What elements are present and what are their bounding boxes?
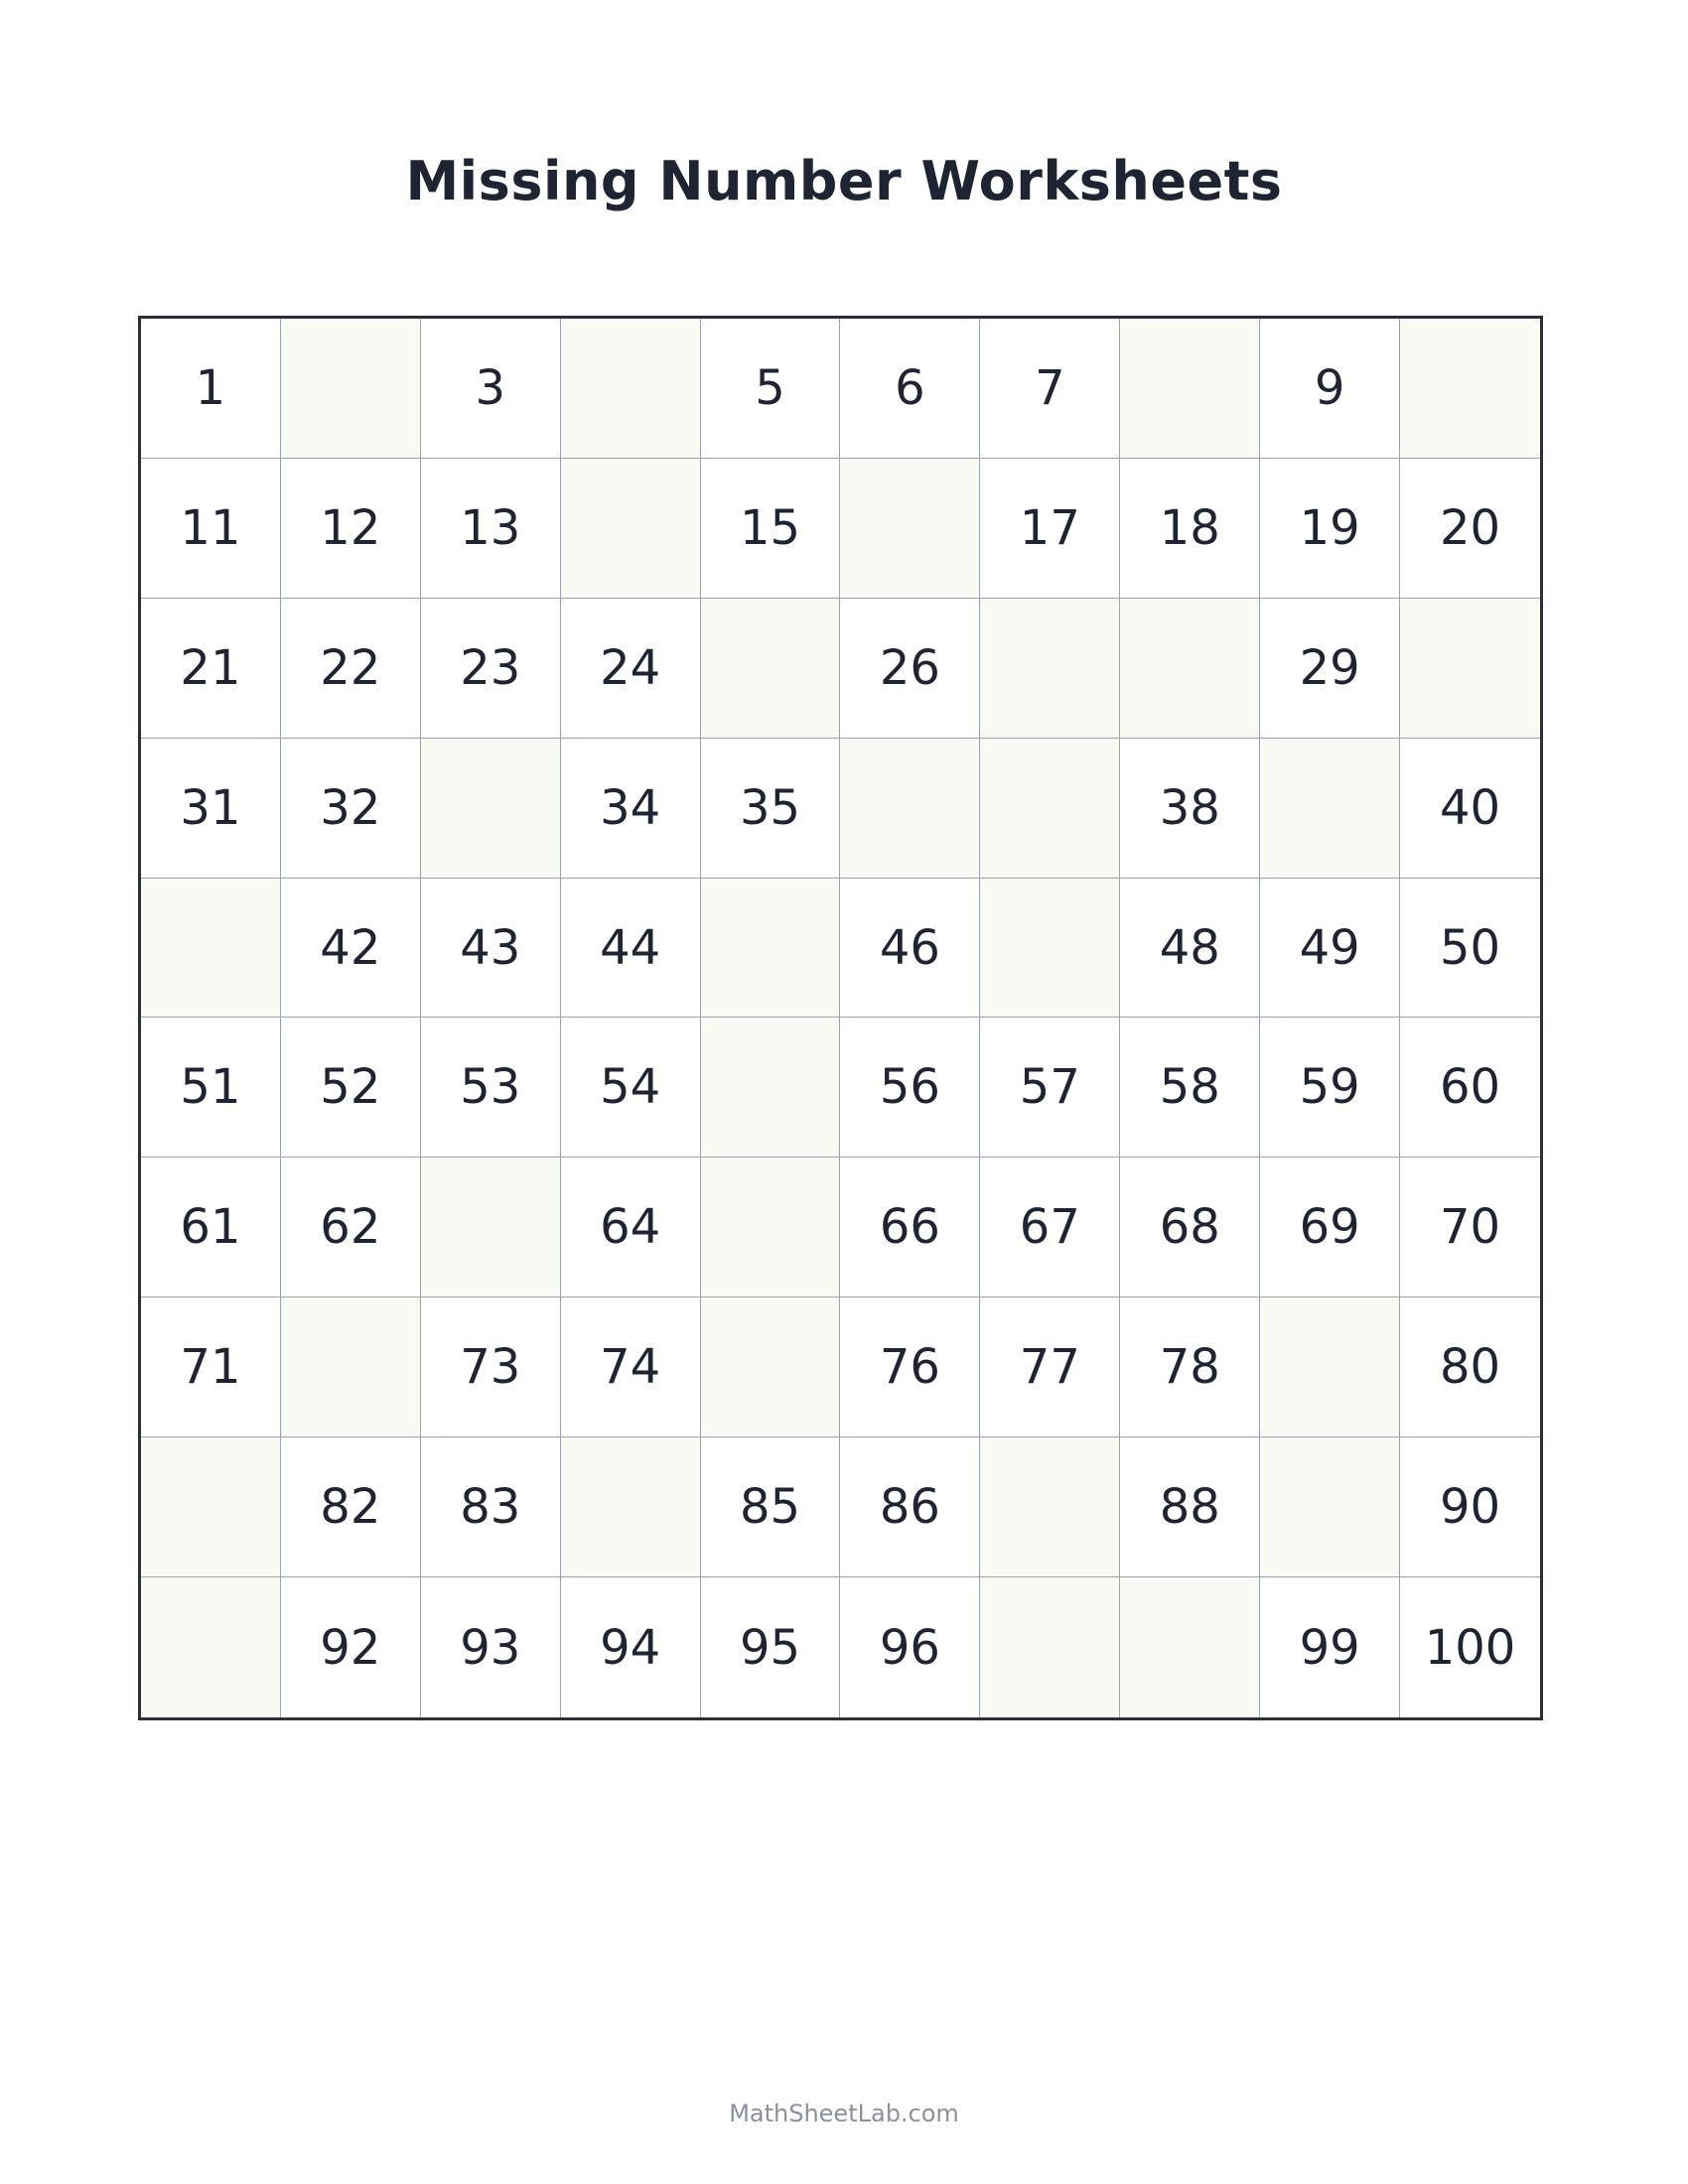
number-cell: 38 [1120, 739, 1260, 879]
blank-cell[interactable] [701, 1297, 841, 1437]
number-cell: 51 [141, 1018, 281, 1158]
number-cell: 83 [421, 1437, 561, 1577]
number-cell: 7 [980, 319, 1120, 459]
blank-cell[interactable] [701, 879, 841, 1019]
number-cell: 82 [281, 1437, 421, 1577]
blank-cell[interactable] [701, 1018, 841, 1158]
number-cell: 50 [1400, 879, 1540, 1019]
number-cell: 61 [141, 1158, 281, 1297]
number-cell: 78 [1120, 1297, 1260, 1437]
number-cell: 94 [561, 1577, 701, 1717]
number-cell: 71 [141, 1297, 281, 1437]
number-cell: 40 [1400, 739, 1540, 879]
number-cell: 44 [561, 879, 701, 1019]
number-cell: 54 [561, 1018, 701, 1158]
number-cell: 22 [281, 599, 421, 739]
number-cell: 66 [840, 1158, 980, 1297]
number-cell: 77 [980, 1297, 1120, 1437]
number-cell: 13 [421, 459, 561, 599]
number-cell: 100 [1400, 1577, 1540, 1717]
number-cell: 34 [561, 739, 701, 879]
number-cell: 90 [1400, 1437, 1540, 1577]
blank-cell[interactable] [1260, 1437, 1400, 1577]
hundreds-chart-grid [138, 316, 1543, 1720]
blank-cell[interactable] [421, 739, 561, 879]
number-cell: 48 [1120, 879, 1260, 1019]
number-cell: 18 [1120, 459, 1260, 599]
blank-cell[interactable] [1120, 599, 1260, 739]
number-cell: 21 [141, 599, 281, 739]
number-cell: 85 [701, 1437, 841, 1577]
number-cell: 76 [840, 1297, 980, 1437]
number-cell: 99 [1260, 1577, 1400, 1717]
number-cell: 46 [840, 879, 980, 1019]
number-cell: 20 [1400, 459, 1540, 599]
number-cell: 35 [701, 739, 841, 879]
number-cell: 52 [281, 1018, 421, 1158]
number-cell: 49 [1260, 879, 1400, 1019]
number-cell: 95 [701, 1577, 841, 1717]
number-cell: 73 [421, 1297, 561, 1437]
blank-cell[interactable] [561, 1437, 701, 1577]
blank-cell[interactable] [840, 739, 980, 879]
number-cell: 62 [281, 1158, 421, 1297]
number-cell: 80 [1400, 1297, 1540, 1437]
number-cell: 69 [1260, 1158, 1400, 1297]
number-cell: 74 [561, 1297, 701, 1437]
number-cell: 42 [281, 879, 421, 1019]
blank-cell[interactable] [980, 739, 1120, 879]
number-cell: 67 [980, 1158, 1120, 1297]
blank-cell[interactable] [1260, 1297, 1400, 1437]
blank-cell[interactable] [141, 879, 281, 1019]
blank-cell[interactable] [561, 319, 701, 459]
blank-cell[interactable] [1400, 319, 1540, 459]
blank-cell[interactable] [1120, 1577, 1260, 1717]
blank-cell[interactable] [141, 1577, 281, 1717]
number-cell: 6 [840, 319, 980, 459]
number-cell: 15 [701, 459, 841, 599]
number-cell: 26 [840, 599, 980, 739]
number-cell: 86 [840, 1437, 980, 1577]
blank-cell[interactable] [141, 1437, 281, 1577]
number-cell: 64 [561, 1158, 701, 1297]
blank-cell[interactable] [980, 1437, 1120, 1577]
blank-cell[interactable] [701, 1158, 841, 1297]
number-cell: 23 [421, 599, 561, 739]
number-cell: 53 [421, 1018, 561, 1158]
blank-cell[interactable] [1400, 599, 1540, 739]
number-cell: 88 [1120, 1437, 1260, 1577]
number-cell: 31 [141, 739, 281, 879]
blank-cell[interactable] [561, 459, 701, 599]
blank-cell[interactable] [281, 319, 421, 459]
number-cell: 59 [1260, 1018, 1400, 1158]
number-cell: 32 [281, 739, 421, 879]
blank-cell[interactable] [980, 599, 1120, 739]
blank-cell[interactable] [980, 879, 1120, 1019]
number-cell: 56 [840, 1018, 980, 1158]
number-cell: 11 [141, 459, 281, 599]
number-cell: 58 [1120, 1018, 1260, 1158]
number-cell: 5 [701, 319, 841, 459]
number-cell: 92 [281, 1577, 421, 1717]
worksheet-title: Missing Number Worksheets [405, 150, 1283, 212]
footer-site-name: MathSheetLab.com [729, 2100, 959, 2127]
blank-cell[interactable] [701, 599, 841, 739]
blank-cell[interactable] [421, 1158, 561, 1297]
number-cell: 43 [421, 879, 561, 1019]
blank-cell[interactable] [840, 459, 980, 599]
number-cell: 96 [840, 1577, 980, 1717]
blank-cell[interactable] [1260, 739, 1400, 879]
number-cell: 70 [1400, 1158, 1540, 1297]
number-cell: 17 [980, 459, 1120, 599]
number-cell: 60 [1400, 1018, 1540, 1158]
blank-cell[interactable] [281, 1297, 421, 1437]
number-cell: 3 [421, 319, 561, 459]
blank-cell[interactable] [1120, 319, 1260, 459]
number-cell: 1 [141, 319, 281, 459]
number-cell: 19 [1260, 459, 1400, 599]
number-cell: 68 [1120, 1158, 1260, 1297]
number-cell: 93 [421, 1577, 561, 1717]
number-cell: 29 [1260, 599, 1400, 739]
number-cell: 57 [980, 1018, 1120, 1158]
number-cell: 9 [1260, 319, 1400, 459]
blank-cell[interactable] [980, 1577, 1120, 1717]
number-cell: 12 [281, 459, 421, 599]
number-cell: 24 [561, 599, 701, 739]
